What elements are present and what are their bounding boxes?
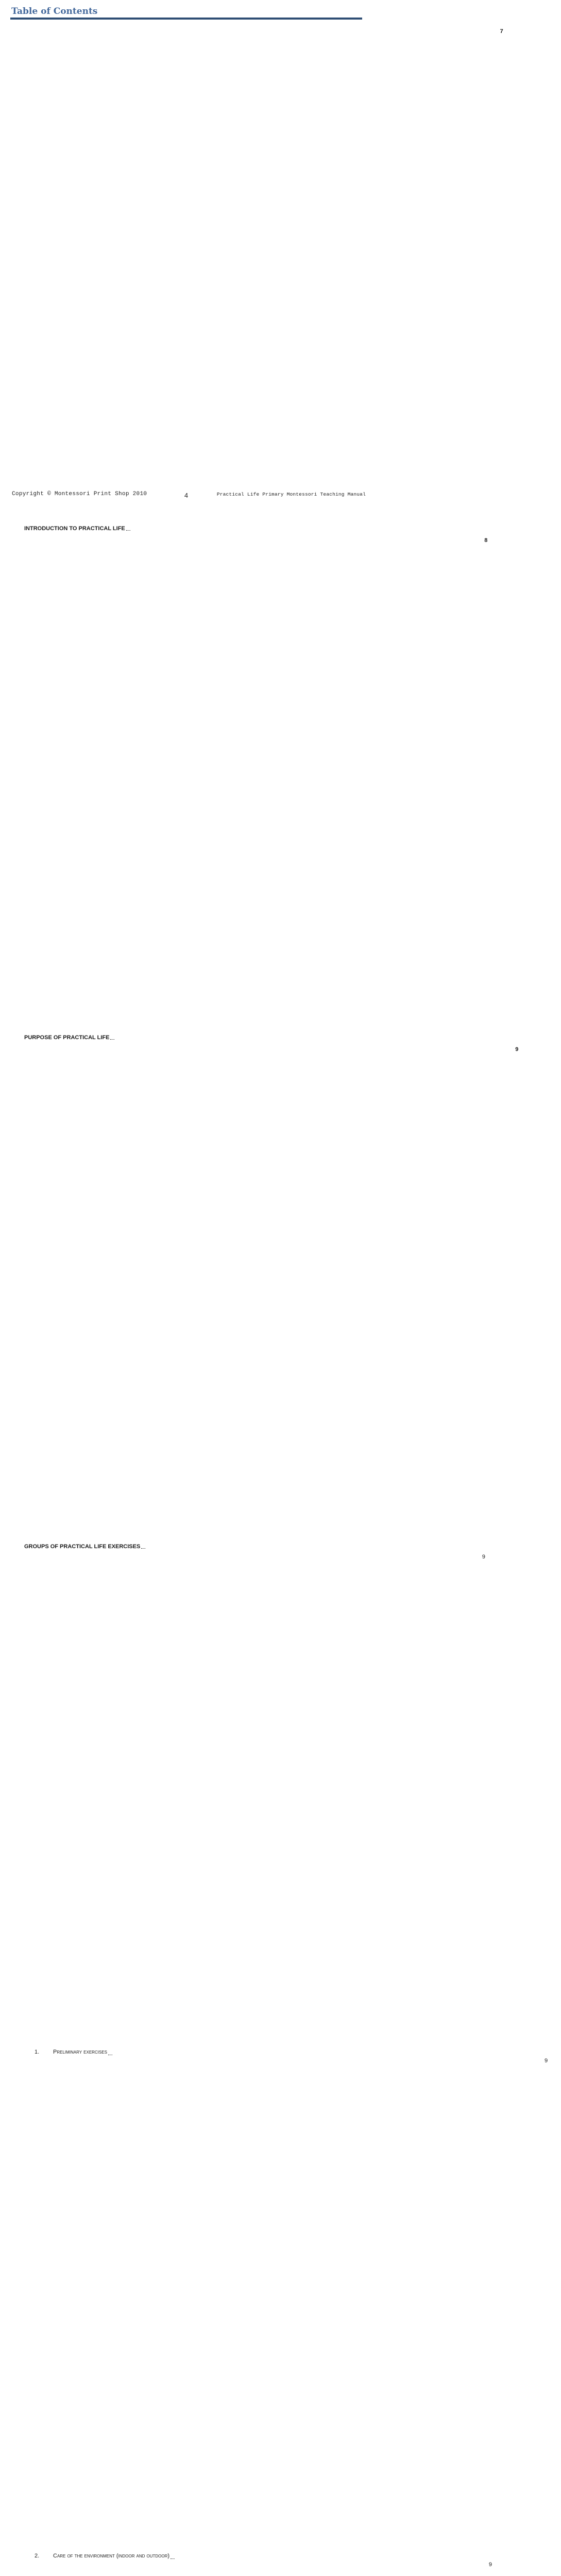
toc-entry-label: GROUPS OF PRACTICAL LIFE EXERCISES — [24, 1544, 141, 1550]
toc-list — [10, 26, 548, 2576]
toc-leader-dots — [171, 2558, 175, 2559]
toc-leader-dots — [110, 1039, 114, 1040]
footer-page-number: 4 — [184, 492, 189, 499]
toc-entry[interactable] — [10, 1553, 485, 2057]
toc-entry[interactable] — [10, 535, 488, 1044]
toc-entry-label: INTRODUCTION TO PRACTICAL LIFE — [24, 526, 125, 532]
toc-entry[interactable] — [10, 2561, 492, 2576]
toc-entry-label: PURPOSE OF PRACTICAL LIFE — [24, 1035, 110, 1041]
toc-entry-page: 9 — [120, 2561, 492, 2576]
toc-entry[interactable] — [10, 1044, 519, 1553]
footer-copyright: Copyright © Montessori Print Shop 2010 — [12, 491, 147, 497]
toc-entry-label: Care of the environment (indoor and outdoor) — [53, 2553, 170, 2559]
toc-leader-dots — [126, 530, 130, 531]
toc-entry-number: 2. — [35, 2553, 40, 2559]
toc-entry[interactable] — [10, 26, 503, 535]
toc-entry-page: 9 — [113, 1553, 485, 2057]
toc-entry-page: 7 — [131, 28, 503, 532]
page-footer — [0, 489, 372, 500]
toc-entry-page: 8 — [115, 537, 487, 1041]
toc-entry-label: Preliminary exercises — [53, 2049, 107, 2055]
toc-entry-number: 1. — [35, 2049, 40, 2055]
title-rule — [10, 18, 362, 20]
toc-entry[interactable] — [10, 2057, 548, 2561]
toc-entry-page: 9 — [175, 2057, 548, 2561]
toc-leader-dots — [141, 1548, 145, 1549]
document-page — [0, 6, 548, 2568]
page-title: Table of Contents — [11, 6, 98, 16]
toc-entry-page: 9 — [146, 1046, 518, 1550]
footer-doc-title: Practical Life Primary Montessori Teaching Manual — [216, 492, 366, 497]
